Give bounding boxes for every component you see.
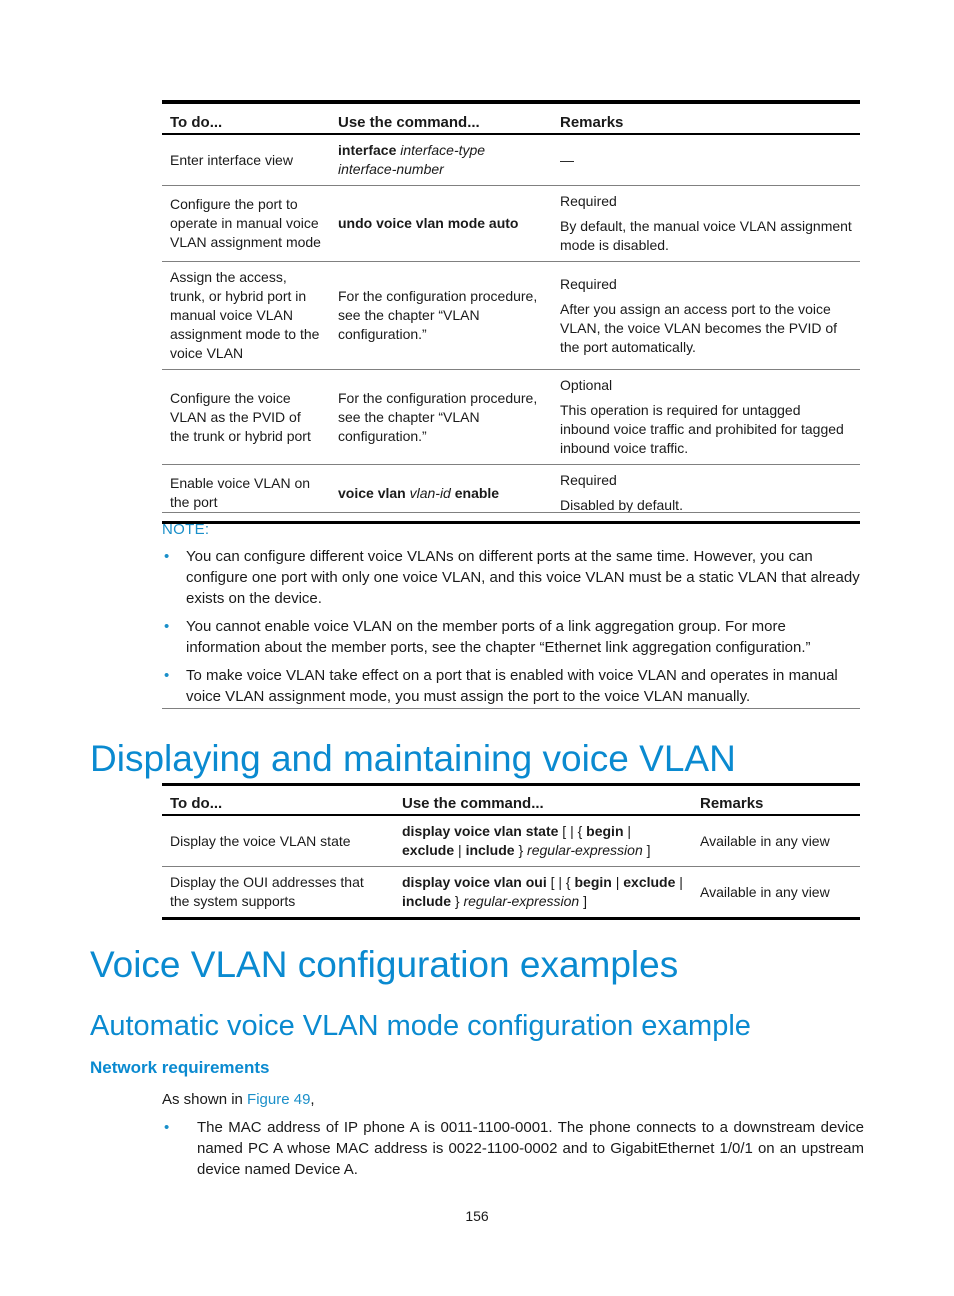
bullet-icon: • — [164, 548, 170, 565]
network-requirements-heading: Network requirements — [90, 1058, 270, 1077]
table-row — [162, 262, 860, 370]
command-keyword: enable — [454, 484, 500, 501]
syntax-bracket: [ | { — [550, 874, 571, 890]
command-argument: vlan-id — [409, 484, 451, 501]
command-cell — [394, 815, 692, 867]
bullet-icon: • — [164, 667, 170, 684]
remarks-cell — [552, 262, 860, 370]
syntax-bracket: } — [454, 893, 460, 909]
syntax-separator: | — [627, 823, 632, 839]
remark-text: Disabled by default. — [560, 497, 683, 513]
command-keyword: exclude — [623, 874, 676, 890]
remark-status: Required — [560, 472, 617, 488]
section-heading-display: Displaying and maintaining voice VLAN — [90, 738, 736, 779]
syntax-separator: | — [458, 842, 462, 858]
col-header-remarks: Remarks — [552, 102, 860, 134]
command-cell: For the configuration procedure, see the chapter “VLAN configuration.” — [330, 370, 552, 465]
remarks-cell — [552, 134, 860, 186]
command-cell — [330, 134, 552, 186]
list-item — [162, 1117, 864, 1180]
command-argument: regular-expression — [527, 842, 643, 858]
syntax-separator: | — [679, 874, 683, 890]
syntax-bracket: [ | { — [562, 823, 583, 839]
col-header-todo: To do... — [162, 785, 394, 816]
command-keyword: include — [402, 893, 452, 909]
syntax-bracket: ] — [583, 893, 587, 909]
table-row — [162, 815, 860, 867]
bullet-text: The MAC address of IP phone A is 0011-1100-0001. The phone connects to a downstream device named PC A whose MAC address is 0022-1100-0002 and to GigabitEthernet 1/0/1 on an upstream device named Device A. — [197, 1119, 864, 1178]
todo-cell: Display the voice VLAN state — [162, 815, 394, 867]
remark-text: By default, the manual voice VLAN assignment mode is disabled. — [560, 218, 852, 253]
command-keyword: exclude — [402, 842, 455, 858]
page-number: 156 — [465, 1208, 489, 1224]
syntax-bracket: } — [518, 842, 524, 858]
interface-commands-table — [162, 100, 860, 524]
note-label: NOTE: — [162, 521, 210, 538]
display-commands-table — [162, 783, 860, 920]
table-row — [162, 370, 860, 465]
note-text: You cannot enable voice VLAN on the member ports of a link aggregation group. For more information about the member ports, see the chapter “Ethernet link aggregation configuration.” — [186, 618, 811, 656]
remarks-cell — [552, 186, 860, 262]
todo-cell: Enter interface view — [162, 134, 330, 186]
todo-cell: Enable voice VLAN on the port — [162, 465, 330, 523]
syntax-bracket: ] — [646, 842, 651, 858]
remark-text: — — [560, 151, 574, 168]
command-keyword: include — [465, 842, 515, 858]
todo-cell: Assign the access, trunk, or hybrid port in manual voice VLAN assignment mode to the voice VLAN — [162, 262, 330, 370]
note-list — [162, 546, 860, 714]
subsection-heading: Automatic voice VLAN mode configuration example — [90, 1010, 751, 1042]
bullet-icon: • — [164, 1119, 170, 1136]
syntax-separator: | — [615, 874, 620, 890]
command-keyword: display voice vlan oui — [402, 874, 547, 890]
command-cell — [330, 186, 552, 262]
col-header-command: Use the command... — [330, 102, 552, 134]
col-header-remarks: Remarks — [692, 785, 860, 816]
col-header-command: Use the command... — [394, 785, 692, 816]
remark-status: Required — [560, 193, 617, 209]
command-keyword: undo voice vlan mode auto — [338, 215, 519, 231]
todo-cell: Configure the port to operate in manual voice VLAN assignment mode — [162, 186, 330, 262]
section-heading-examples: Voice VLAN configuration examples — [90, 944, 679, 985]
command-keyword: begin — [586, 823, 624, 839]
remark-status: Required — [560, 275, 617, 292]
bullet-icon: • — [164, 618, 170, 635]
note-item — [162, 546, 860, 609]
remark-text: After you assign an access port to the voice VLAN, the voice VLAN becomes the PVID of the port automatically. — [560, 300, 838, 355]
note-item — [162, 616, 860, 658]
command-cell: For the configuration procedure, see the chapter “VLAN configuration.” — [330, 262, 552, 370]
figure-link[interactable]: Figure 49 — [247, 1091, 311, 1108]
command-keyword: interface — [338, 142, 397, 158]
table-row — [162, 134, 860, 186]
note-box — [162, 512, 860, 709]
col-header-todo: To do... — [162, 102, 330, 134]
intro-suffix: , — [310, 1091, 315, 1108]
command-argument: interface-type interface-number — [338, 142, 486, 177]
table-row — [162, 867, 860, 919]
todo-cell: Display the OUI addresses that the system supports — [162, 867, 394, 919]
command-keyword: voice vlan — [338, 484, 406, 501]
note-text: You can configure different voice VLANs on different ports at the same time. However, you can configure one port with only one voice VLAN, and this voice VLAN must be a static VLAN that already exists on the device. — [186, 548, 860, 607]
intro-prefix: As shown in — [162, 1091, 243, 1108]
command-keyword: begin — [574, 874, 612, 890]
remarks-cell: Available in any view — [692, 815, 860, 867]
command-keyword: display voice vlan state — [402, 823, 559, 839]
remarks-cell — [552, 370, 860, 465]
remark-text: This operation is required for untagged inbound voice traffic and prohibited for tagged inbound voice traffic. — [560, 402, 844, 456]
command-argument: regular-expression — [463, 893, 580, 909]
todo-cell: Configure the voice VLAN as the PVID of the trunk or hybrid port — [162, 370, 330, 465]
command-cell — [394, 867, 692, 919]
intro-paragraph — [162, 1089, 315, 1110]
table-row — [162, 186, 860, 262]
note-text: To make voice VLAN take effect on a port that is enabled with voice VLAN and operates in manual voice VLAN assignment mode, you must assign the port to the voice VLAN manually. — [186, 667, 838, 705]
note-item — [162, 665, 860, 707]
remark-status: Optional — [560, 377, 613, 393]
remarks-cell: Available in any view — [692, 867, 860, 919]
